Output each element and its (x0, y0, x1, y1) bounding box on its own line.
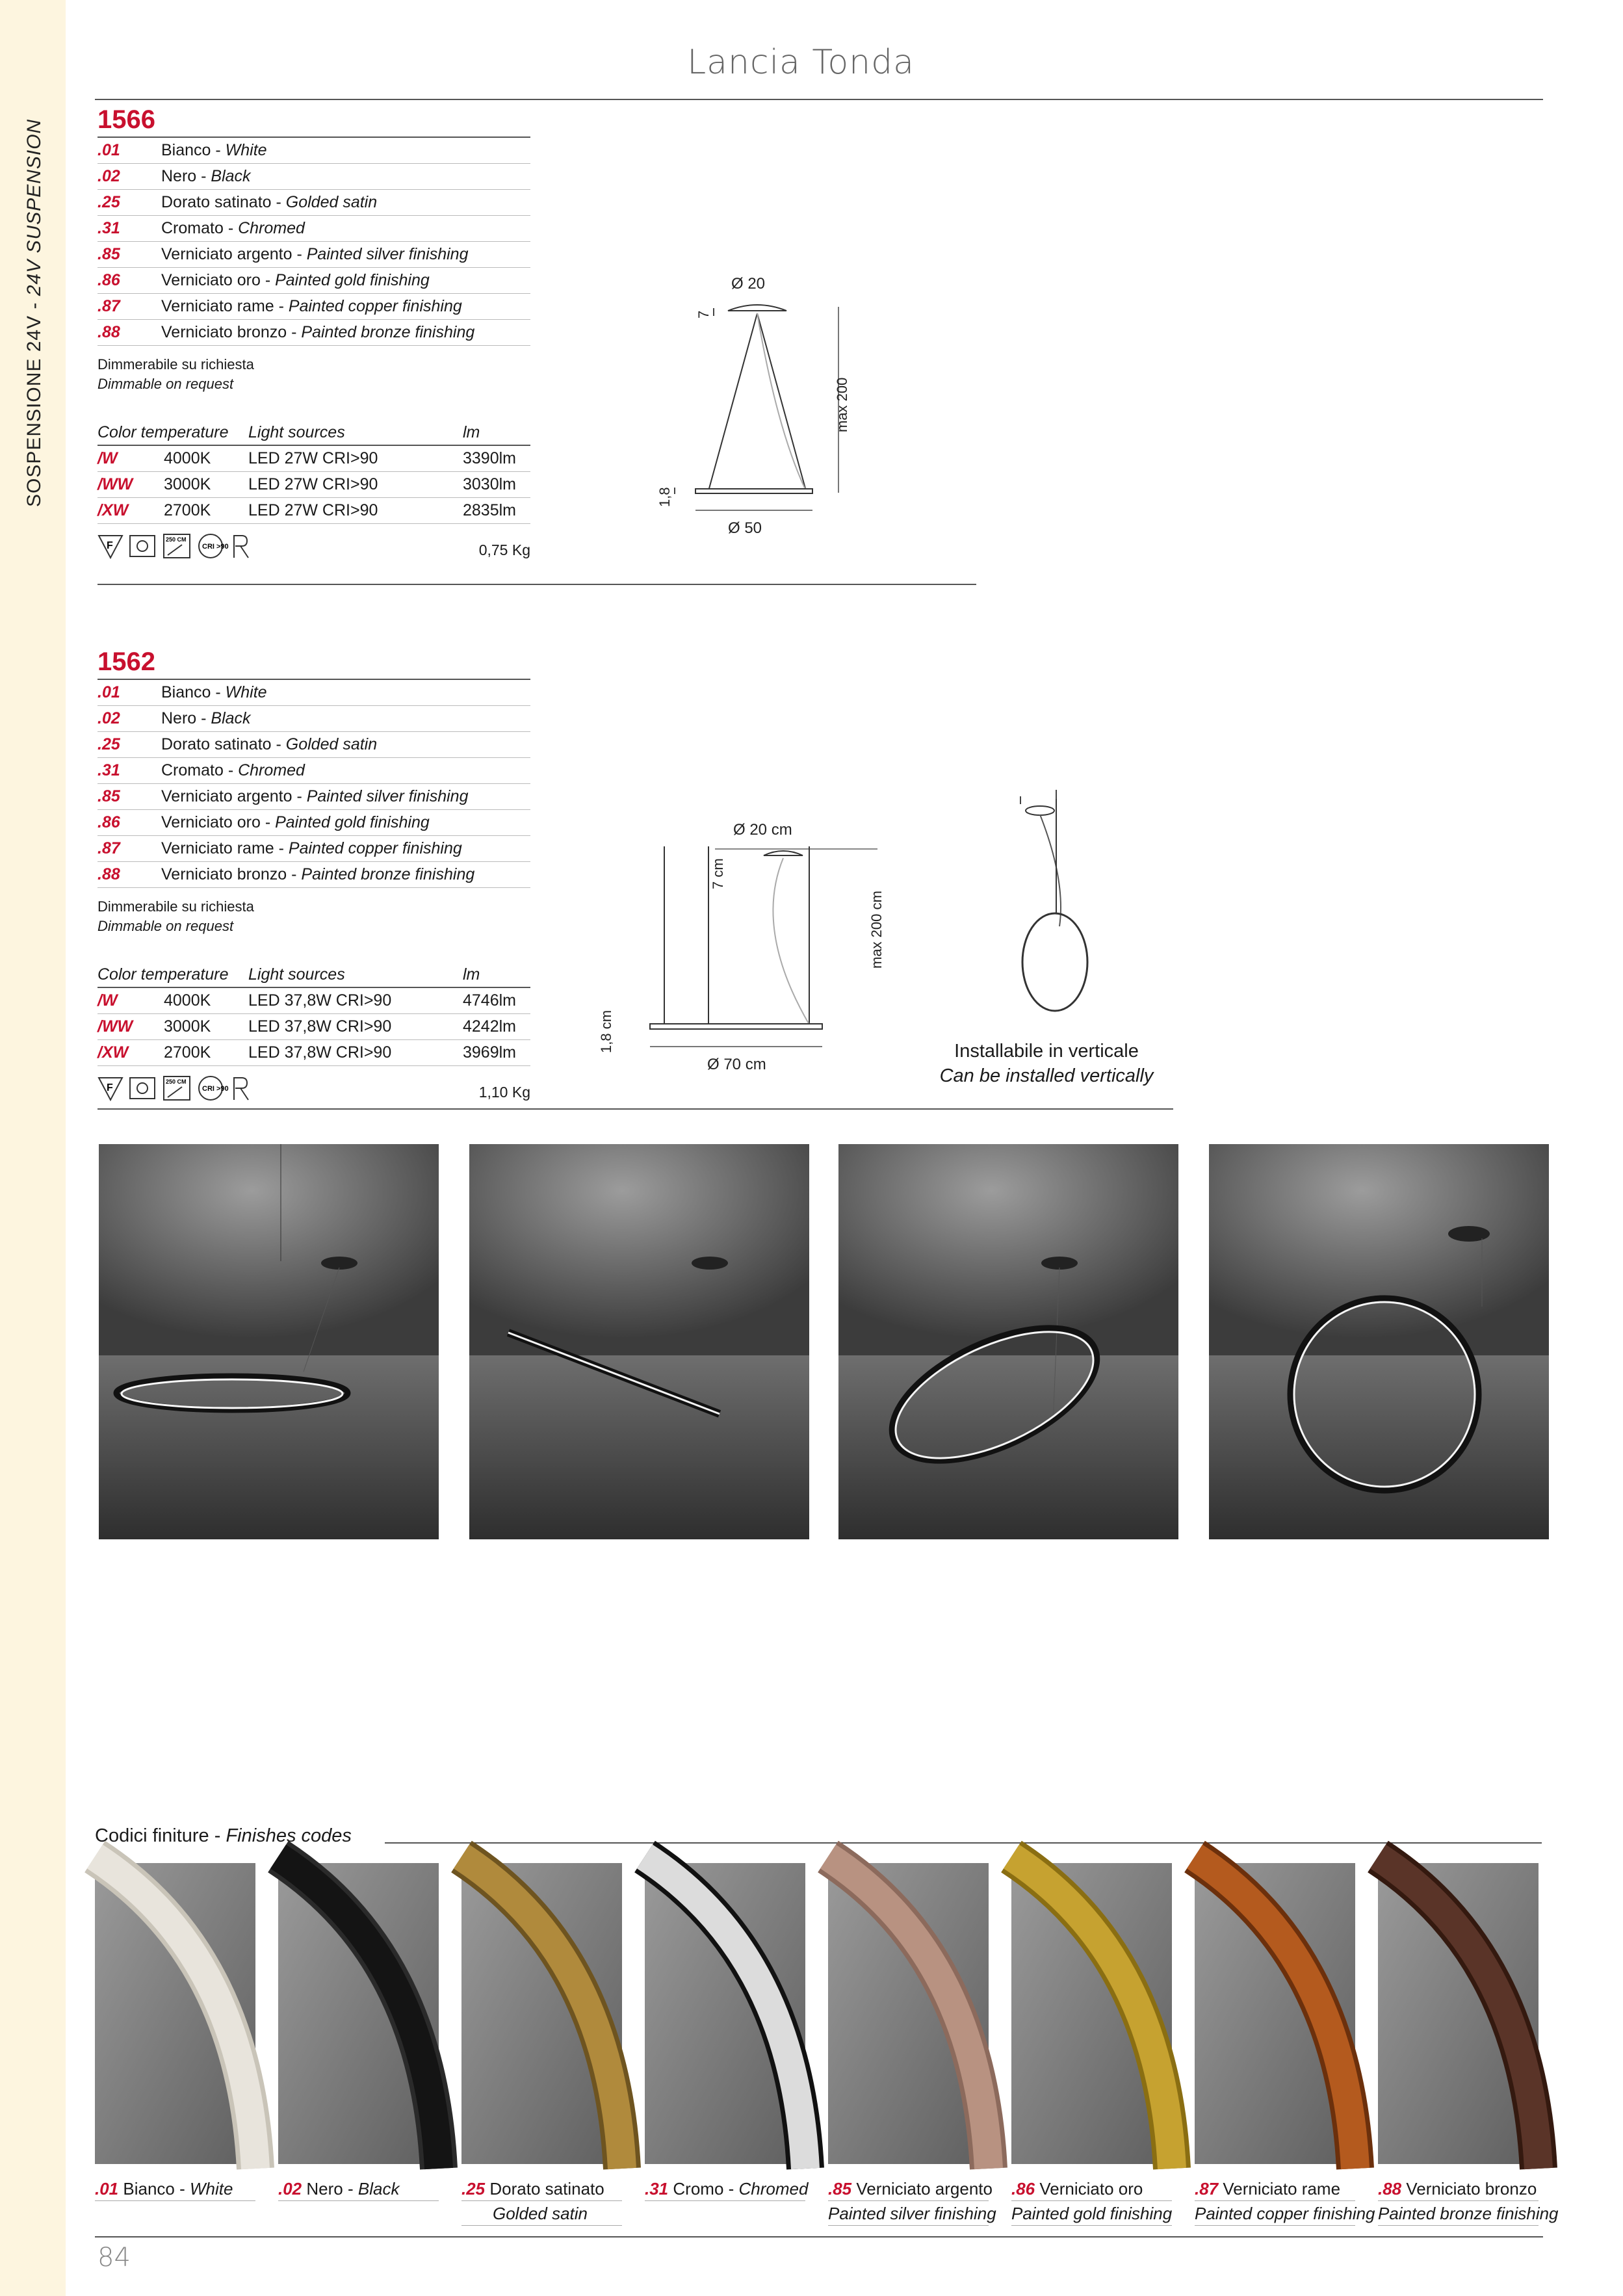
product-weight: 1,10 Kg (478, 1084, 530, 1101)
swatch-name-en: White (190, 2179, 233, 2198)
swatch-label-line1 (1378, 2176, 1539, 2201)
finishes-title (95, 1825, 352, 1847)
swatch-code: .31 (645, 2179, 669, 2198)
product-1566 (97, 101, 530, 560)
product-divider (97, 584, 976, 585)
swatch-label-line2: Painted copper finishing (1195, 2201, 1355, 2226)
swatch-code: .87 (1195, 2179, 1219, 2198)
finish-name: Nero - Black (161, 709, 251, 727)
finish-swatch (1195, 1863, 1355, 2164)
swatch-name-it: Cromo - (673, 2179, 739, 2198)
dimmable-it: Dimmerabile su richiesta (97, 356, 254, 372)
finish-swatch (645, 1863, 805, 2164)
spec-row (97, 988, 530, 1014)
product-code: 1566 (97, 101, 530, 138)
swatch-label-line2: Painted silver finishing (828, 2201, 989, 2226)
finish-name-it: Nero (161, 709, 197, 727)
finish-code: .25 (97, 193, 120, 211)
swatch-label-line1 (278, 2176, 439, 2201)
sidebar-band (0, 0, 66, 2296)
finish-name: Verniciato oro - Painted gold finishing (161, 271, 430, 289)
installation-icon (129, 533, 157, 559)
swatch-name-en: Black (357, 2179, 400, 2198)
finishes-title-en: Finishes codes (226, 1825, 352, 1846)
finish-name: Verniciato argento - Painted silver finishing (161, 245, 469, 263)
vertical-caption-en: Can be installed vertically (939, 1065, 1154, 1086)
finish-code: .87 (97, 297, 120, 315)
dim-canopy-h: 7 cm (710, 858, 726, 889)
finish-code: .01 (97, 683, 120, 701)
swatch-label-line1 (1011, 2176, 1172, 2201)
finish-swatch (1378, 1863, 1539, 2164)
finish-code: .88 (97, 865, 120, 883)
vertical-install-caption (910, 1039, 1183, 1088)
finish-row (97, 862, 530, 888)
finish-code: .85 (97, 787, 120, 805)
finish-name-en: Chromed (238, 219, 305, 237)
spec-code: /W (97, 991, 118, 1010)
spec-temp: 4000K (164, 449, 211, 467)
finish-name-en: Golded satin (285, 735, 378, 753)
vertical-install-drawing (1001, 783, 1098, 1030)
spec-source: LED 37,8W CRI>90 (248, 1017, 392, 1036)
spec-lumen: 3969lm (463, 1043, 516, 1062)
finish-name-it: Verniciato bronzo (161, 865, 287, 883)
finishes-title-it: Codici finiture - (95, 1825, 226, 1846)
finish-name: Bianco - White (161, 141, 267, 159)
spec-temp: 2700K (164, 501, 211, 519)
finishes-divider (385, 1842, 1542, 1844)
finish-swatch-label (1195, 2176, 1375, 2226)
finish-name-en: Painted silver finishing (306, 245, 469, 263)
finish-row (97, 216, 530, 242)
page-title: Lancia Tonda (687, 43, 915, 82)
dim-ring-h: 1,8 cm (598, 1010, 614, 1053)
finish-row (97, 164, 530, 190)
swatch-name-it: Dorato satinato (489, 2179, 604, 2198)
swatch-code: .01 (95, 2179, 119, 2198)
spec-code: /XW (97, 1043, 129, 1062)
finish-code: .85 (97, 245, 120, 263)
finish-row (97, 836, 530, 862)
certification-icons (97, 532, 530, 560)
swatch-name-en: Chromed (738, 2179, 809, 2198)
finish-code: .25 (97, 735, 120, 753)
finish-row (97, 706, 530, 732)
finish-name-it: Verniciato argento (161, 245, 292, 263)
swatch-label-line1 (645, 2176, 809, 2201)
spec-lumen: 2835lm (463, 501, 516, 519)
svg-text:F: F (107, 540, 113, 551)
finish-name: Verniciato bronzo - Painted bronze finishing (161, 323, 475, 341)
swatch-label-line1 (95, 2176, 255, 2201)
swatch-name-it: Bianco - (123, 2179, 190, 2198)
spec-table (97, 962, 530, 1066)
header-lumen: lm (463, 423, 480, 441)
svg-text:F: F (107, 1082, 113, 1093)
header-color-temp: Color temperature (97, 965, 229, 984)
finish-name-it: Dorato satinato (161, 735, 272, 753)
f-class-icon (97, 533, 123, 559)
finish-name-it: Verniciato rame (161, 839, 274, 857)
cable-length-icon (162, 533, 191, 559)
finish-name-en: Painted bronze finishing (301, 865, 475, 883)
finish-code: .31 (97, 761, 120, 779)
product-1562 (97, 644, 530, 1102)
finish-code: .88 (97, 323, 120, 341)
product-code: 1562 (97, 644, 530, 680)
product-divider (97, 1108, 1173, 1110)
spec-table (97, 420, 530, 524)
finish-code: .86 (97, 813, 120, 831)
swatch-code: .02 (278, 2179, 302, 2198)
spec-header (97, 962, 530, 988)
spec-row (97, 498, 530, 524)
spec-row (97, 1040, 530, 1066)
finish-name: Verniciato argento - Painted silver finishing (161, 787, 469, 805)
dim-canopy: Ø 20 cm (733, 821, 792, 839)
finish-name-en: Black (211, 709, 251, 727)
swatch-name-it: Verniciato argento (856, 2179, 993, 2198)
finish-name: Dorato satinato - Golded satin (161, 735, 378, 753)
finish-name: Bianco - White (161, 683, 267, 701)
finish-code: .02 (97, 167, 120, 185)
svg-text:CRI >90: CRI >90 (202, 543, 229, 551)
finish-name: Verniciato oro - Painted gold finishing (161, 813, 430, 831)
finish-swatch (461, 1863, 622, 2164)
product-photo-angled (838, 1144, 1178, 1539)
swatch-name-it: Verniciato rame (1223, 2179, 1341, 2198)
finish-name-it: Verniciato argento (161, 787, 292, 805)
dim-ring-d: Ø 70 cm (707, 1056, 766, 1073)
finish-swatch (1011, 1863, 1172, 2164)
finish-name: Verniciato rame - Painted copper finishing (161, 297, 462, 315)
finish-name-it: Bianco (161, 683, 211, 701)
finish-swatch-label (645, 2176, 809, 2201)
cri-icon (196, 1075, 229, 1101)
swatch-label-line1 (828, 2176, 993, 2201)
finish-name-en: White (225, 683, 267, 701)
swatch-code: .88 (1378, 2179, 1402, 2198)
finish-swatch-label (1011, 2176, 1172, 2226)
finish-row (97, 784, 530, 810)
spec-temp: 4000K (164, 991, 211, 1010)
swatch-code: .86 (1011, 2179, 1035, 2198)
certification-icons (97, 1074, 530, 1102)
dimmable-en: Dimmable on request (97, 376, 234, 392)
finish-name: Verniciato rame - Painted copper finishing (161, 839, 462, 857)
finish-name-it: Nero (161, 167, 197, 185)
footer-divider (95, 2236, 1543, 2237)
header-color-temp: Color temperature (97, 423, 229, 441)
finish-row (97, 732, 530, 758)
finish-row (97, 680, 530, 706)
spec-row (97, 1014, 530, 1040)
dim-height: max 200 cm (868, 891, 885, 969)
finish-name-en: Painted copper finishing (288, 839, 462, 857)
dim-height: max 200 (834, 377, 850, 432)
swatch-label-line2: Golded satin (461, 2201, 622, 2226)
spec-lumen: 4746lm (463, 991, 516, 1010)
finish-name-en: Golded satin (285, 193, 378, 211)
spec-lumen: 4242lm (463, 1017, 516, 1036)
finish-name-en: Chromed (238, 761, 305, 779)
spec-row (97, 472, 530, 498)
spec-lumen: 3030lm (463, 475, 516, 493)
category-label (23, 119, 45, 507)
swatch-code: .25 (461, 2179, 486, 2198)
title-divider (95, 99, 1543, 100)
spec-lumen: 3390lm (463, 449, 516, 467)
product-photo-vertical (1209, 1144, 1549, 1539)
finish-code: .31 (97, 219, 120, 237)
finish-name-en: Painted gold finishing (275, 813, 430, 831)
finish-row (97, 242, 530, 268)
swatch-label-line2: Painted gold finishing (1011, 2201, 1172, 2226)
dimmable-note (97, 355, 530, 394)
category-label-en: 24V SUSPENSION (23, 118, 45, 296)
finish-row (97, 758, 530, 784)
finish-name-it: Cromato (161, 761, 224, 779)
finish-row (97, 190, 530, 216)
category-label-it: SOSPENSIONE 24V - (23, 296, 45, 507)
finish-name-it: Verniciato oro (161, 271, 261, 289)
finish-list (97, 680, 530, 888)
finish-row (97, 268, 530, 294)
spec-source: LED 27W CRI>90 (248, 501, 378, 519)
dim-ring-d: Ø 50 (728, 519, 762, 537)
finish-name: Cromato - Chromed (161, 219, 305, 237)
header-light-sources: Light sources (248, 965, 345, 984)
finish-row (97, 294, 530, 320)
finish-name-it: Verniciato oro (161, 813, 261, 831)
technical-drawing-1566 (643, 267, 864, 546)
finish-code: .86 (97, 271, 120, 289)
spec-code: /WW (97, 475, 133, 493)
spec-row (97, 446, 530, 472)
spec-source: LED 37,8W CRI>90 (248, 991, 392, 1010)
spec-source: LED 37,8W CRI>90 (248, 1043, 392, 1062)
finish-name-it: Verniciato bronzo (161, 323, 287, 341)
swatch-code: .85 (828, 2179, 852, 2198)
finish-row (97, 320, 530, 346)
cable-length-icon (162, 1075, 191, 1101)
finish-name: Verniciato bronzo - Painted bronze finishing (161, 865, 475, 883)
dimmable-note (97, 897, 530, 936)
swatch-label-line2: Painted bronze finishing (1378, 2201, 1539, 2226)
finish-swatch (828, 1863, 989, 2164)
cri-icon (196, 533, 229, 559)
swatch-label-line1 (461, 2176, 622, 2201)
finish-code: .01 (97, 141, 120, 159)
svg-text:CRI >90: CRI >90 (202, 1085, 229, 1093)
technical-drawing-1562 (591, 813, 890, 1086)
finish-name: Cromato - Chromed (161, 761, 305, 779)
product-photo-horizontal (99, 1144, 439, 1539)
finish-swatch-label (461, 2176, 622, 2226)
finish-name-en: Black (211, 167, 251, 185)
swatch-name-it: Verniciato bronzo (1406, 2179, 1537, 2198)
product-weight: 0,75 Kg (478, 541, 530, 558)
finish-name-en: Painted copper finishing (288, 297, 462, 315)
finish-name-en: Painted gold finishing (275, 271, 430, 289)
spec-source: LED 27W CRI>90 (248, 475, 378, 493)
finish-row (97, 810, 530, 836)
dim-canopy: Ø 20 (731, 275, 766, 293)
finish-name: Dorato satinato - Golded satin (161, 193, 378, 211)
vertical-caption-it: Installabile in verticale (954, 1041, 1139, 1062)
finish-swatch-label (278, 2176, 439, 2201)
spec-code: /XW (97, 501, 129, 519)
header-lumen: lm (463, 965, 480, 984)
finish-swatch-label (828, 2176, 996, 2226)
product-photo-tilted (469, 1144, 809, 1539)
dim-ring-h: 1,8 (656, 487, 673, 507)
finish-name-en: Painted bronze finishing (301, 323, 475, 341)
finish-code: .87 (97, 839, 120, 857)
finish-name: Nero - Black (161, 167, 251, 185)
finish-code: .02 (97, 709, 120, 727)
header-light-sources: Light sources (248, 423, 345, 441)
finish-name-it: Cromato (161, 219, 224, 237)
dimmable-en: Dimmable on request (97, 918, 234, 934)
spec-code: /WW (97, 1017, 133, 1036)
dimmable-it: Dimmerabile su richiesta (97, 898, 254, 915)
spec-code: /W (97, 449, 118, 467)
finish-name-it: Dorato satinato (161, 193, 272, 211)
spec-temp: 3000K (164, 1017, 211, 1036)
spec-header (97, 420, 530, 446)
spec-temp: 3000K (164, 475, 211, 493)
dim-canopy-h: 7 (695, 310, 712, 319)
spec-source: LED 27W CRI>90 (248, 449, 378, 467)
swatch-label-line1 (1195, 2176, 1355, 2201)
f-class-icon (97, 1075, 123, 1101)
finish-swatch (95, 1863, 255, 2164)
svg-text:250 CM: 250 CM (166, 1078, 187, 1085)
finish-swatch (278, 1863, 439, 2164)
recycle-mark-icon (230, 1075, 250, 1101)
swatch-name-it: Verniciato oro (1039, 2179, 1143, 2198)
svg-text:250 CM: 250 CM (166, 536, 187, 543)
finish-row (97, 138, 530, 164)
swatch-name-it: Nero - (306, 2179, 358, 2198)
finish-name-en: White (225, 141, 267, 159)
page-number: 84 (97, 2243, 131, 2273)
finish-name-it: Verniciato rame (161, 297, 274, 315)
installation-icon (129, 1075, 157, 1101)
recycle-mark-icon (230, 533, 250, 559)
finish-name-it: Bianco (161, 141, 211, 159)
finish-swatch-label (95, 2176, 255, 2201)
spec-temp: 2700K (164, 1043, 211, 1062)
finish-swatch-label (1378, 2176, 1559, 2226)
finish-list (97, 138, 530, 346)
finish-name-en: Painted silver finishing (306, 787, 469, 805)
